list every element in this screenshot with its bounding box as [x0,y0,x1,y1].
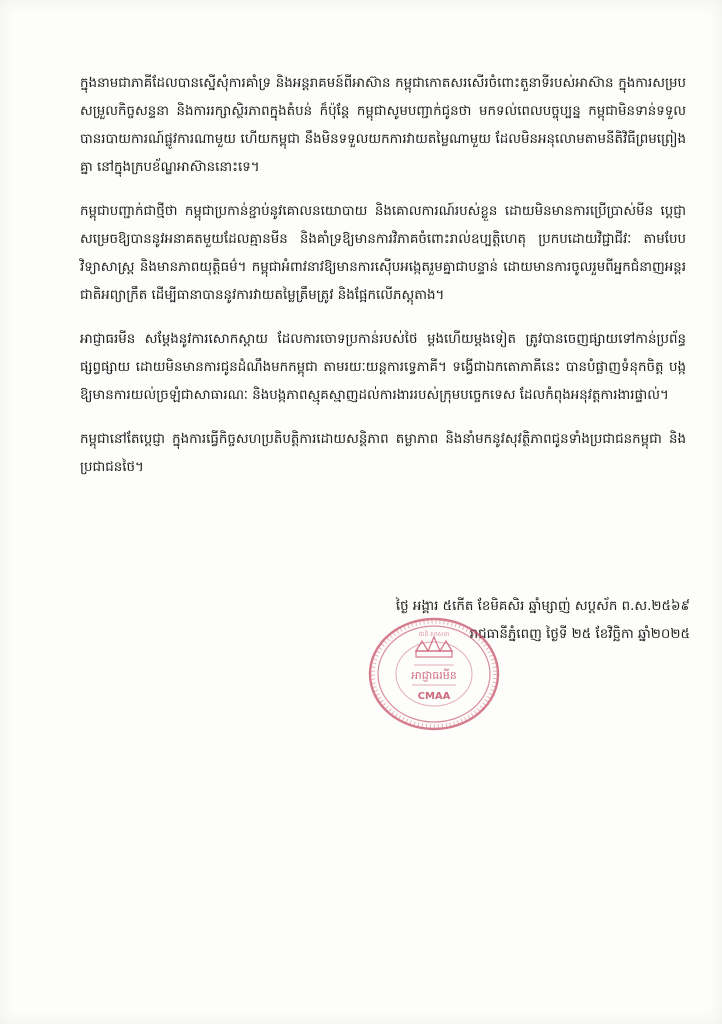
place-date-line: រាជធានីភ្នំពេញ ថ្ងៃទី ២៥ ខែវិច្ឆិកា ឆ្នាំ២០២៥ [469,627,690,642]
paragraph-asean-role: ក្នុងនាមជាភាគីដែលបានស្នើសុំការគាំទ្រ និងអន្តរាគមន៍ពីអាស៊ាន កម្ពុជាកោតសរសើរចំពោះតួនាទីរបស់អាស៊ាន ក្នុងការសម្របសម្រួលកិច្ចសន្ទនា និងការរក្សាស្ថិរភាពក្នុងតំបន់ ក៏ប៉ុន្តែ កម្ពុជាសូមបញ្ជាក់ជូនថា មកទល់ពេលបច្ចុប្បន្ន កម្ពុជាមិនទាន់ទទួលបានរបាយការណ៍ផ្លូវការណាមួយ ហើយកម្ពុជា នឹងមិនទទួលយកការវាយតម្លៃណាមួយ ដែលមិនអនុលោមតាមនីតិវិធីព្រមព្រៀងគ្នា នៅក្នុងក្របខ័ណ្ឌអាស៊ាននោះទេ។ [80,76,686,175]
stamp-bottom-text: CMAA [417,691,451,702]
stamp-top-text: ជាតិ សាសនា [418,631,450,638]
stamp-center-text: អាជ្ញាធរមីន [411,669,457,682]
paragraph-thai-allegations: អាជ្ញាធរមីន សម្តែងនូវការសោកស្តាយ ដែលការចោទប្រកាន់របស់ថៃ ម្តងហើយម្តងទៀត ត្រូវបានចេញផ្សាយទៅកាន់ប្រព័ន្ធផ្សព្វផ្សាយ ដោយមិនមានការជូនដំណឹងមកកម្ពុជា តាមរយៈយន្តការទ្វេភាគី។ ទង្វើជាឯកតោភាគីនេះ បានបំផ្លាញទំនុកចិត្ត បង្កឱ្យមានការយល់ច្រឡំជាសាធារណៈ និងបង្កភាពស្មុគស្មាញដល់ការងាររបស់ក្រុមបច្ចេកទេស ដែលកំពុងអនុវត្តការងារផ្ទាល់។ [80,332,686,403]
statement-body [80,70,686,498]
lunar-date-line: ថ្ងៃ អង្គារ ៥កើត ខែមិគសិរ ឆ្នាំម្សាញ់ សប្តស័ក ព.ស.២៥៦៩ [395,599,690,614]
cmaa-seal-stamp [366,615,502,733]
paragraph-mine-policy: កម្ពុជាបញ្ជាក់ជាថ្មីថា កម្ពុជាប្រកាន់ខ្ជាប់នូវគោលនយោបាយ និងគោលការណ៍របស់ខ្លួន ដោយមិនមានការប្រើប្រាស់មីន ប្តេជ្ញាសម្រេចឱ្យបាននូវអនាគតមួយដែលគ្មានមីន និងគាំទ្រឱ្យមានការវិភាគចំពោះរាល់ឧប្បត្តិហេតុ ប្រកបដោយវិជ្ជាជីវៈ តាមបែបវិទ្យាសាស្ត្រ និងមានភាពយុត្តិធម៌។ កម្ពុជាអំពាវនាវឱ្យមានការស៊ើបអង្កេតរួមគ្នាជាបន្ទាន់ ដោយមានការចូលរួមពីអ្នកជំនាញអន្តរជាតិអព្យាក្រឹត ដើម្បីធានាបាននូវការវាយតម្លៃត្រឹមត្រូវ និងផ្អែកលើភស្តុតាង។ [80,204,686,303]
paragraph-commitment: កម្ពុជានៅតែប្តេជ្ញា ក្នុងការធ្វើកិច្ចសហប្រតិបត្តិការដោយសន្តិភាព តម្លាភាព និងនាំមកនូវសុវត្ថិភាពជូនទាំងប្រជាជនកម្ពុជា និងប្រជាជនថៃ។ [80,432,686,475]
